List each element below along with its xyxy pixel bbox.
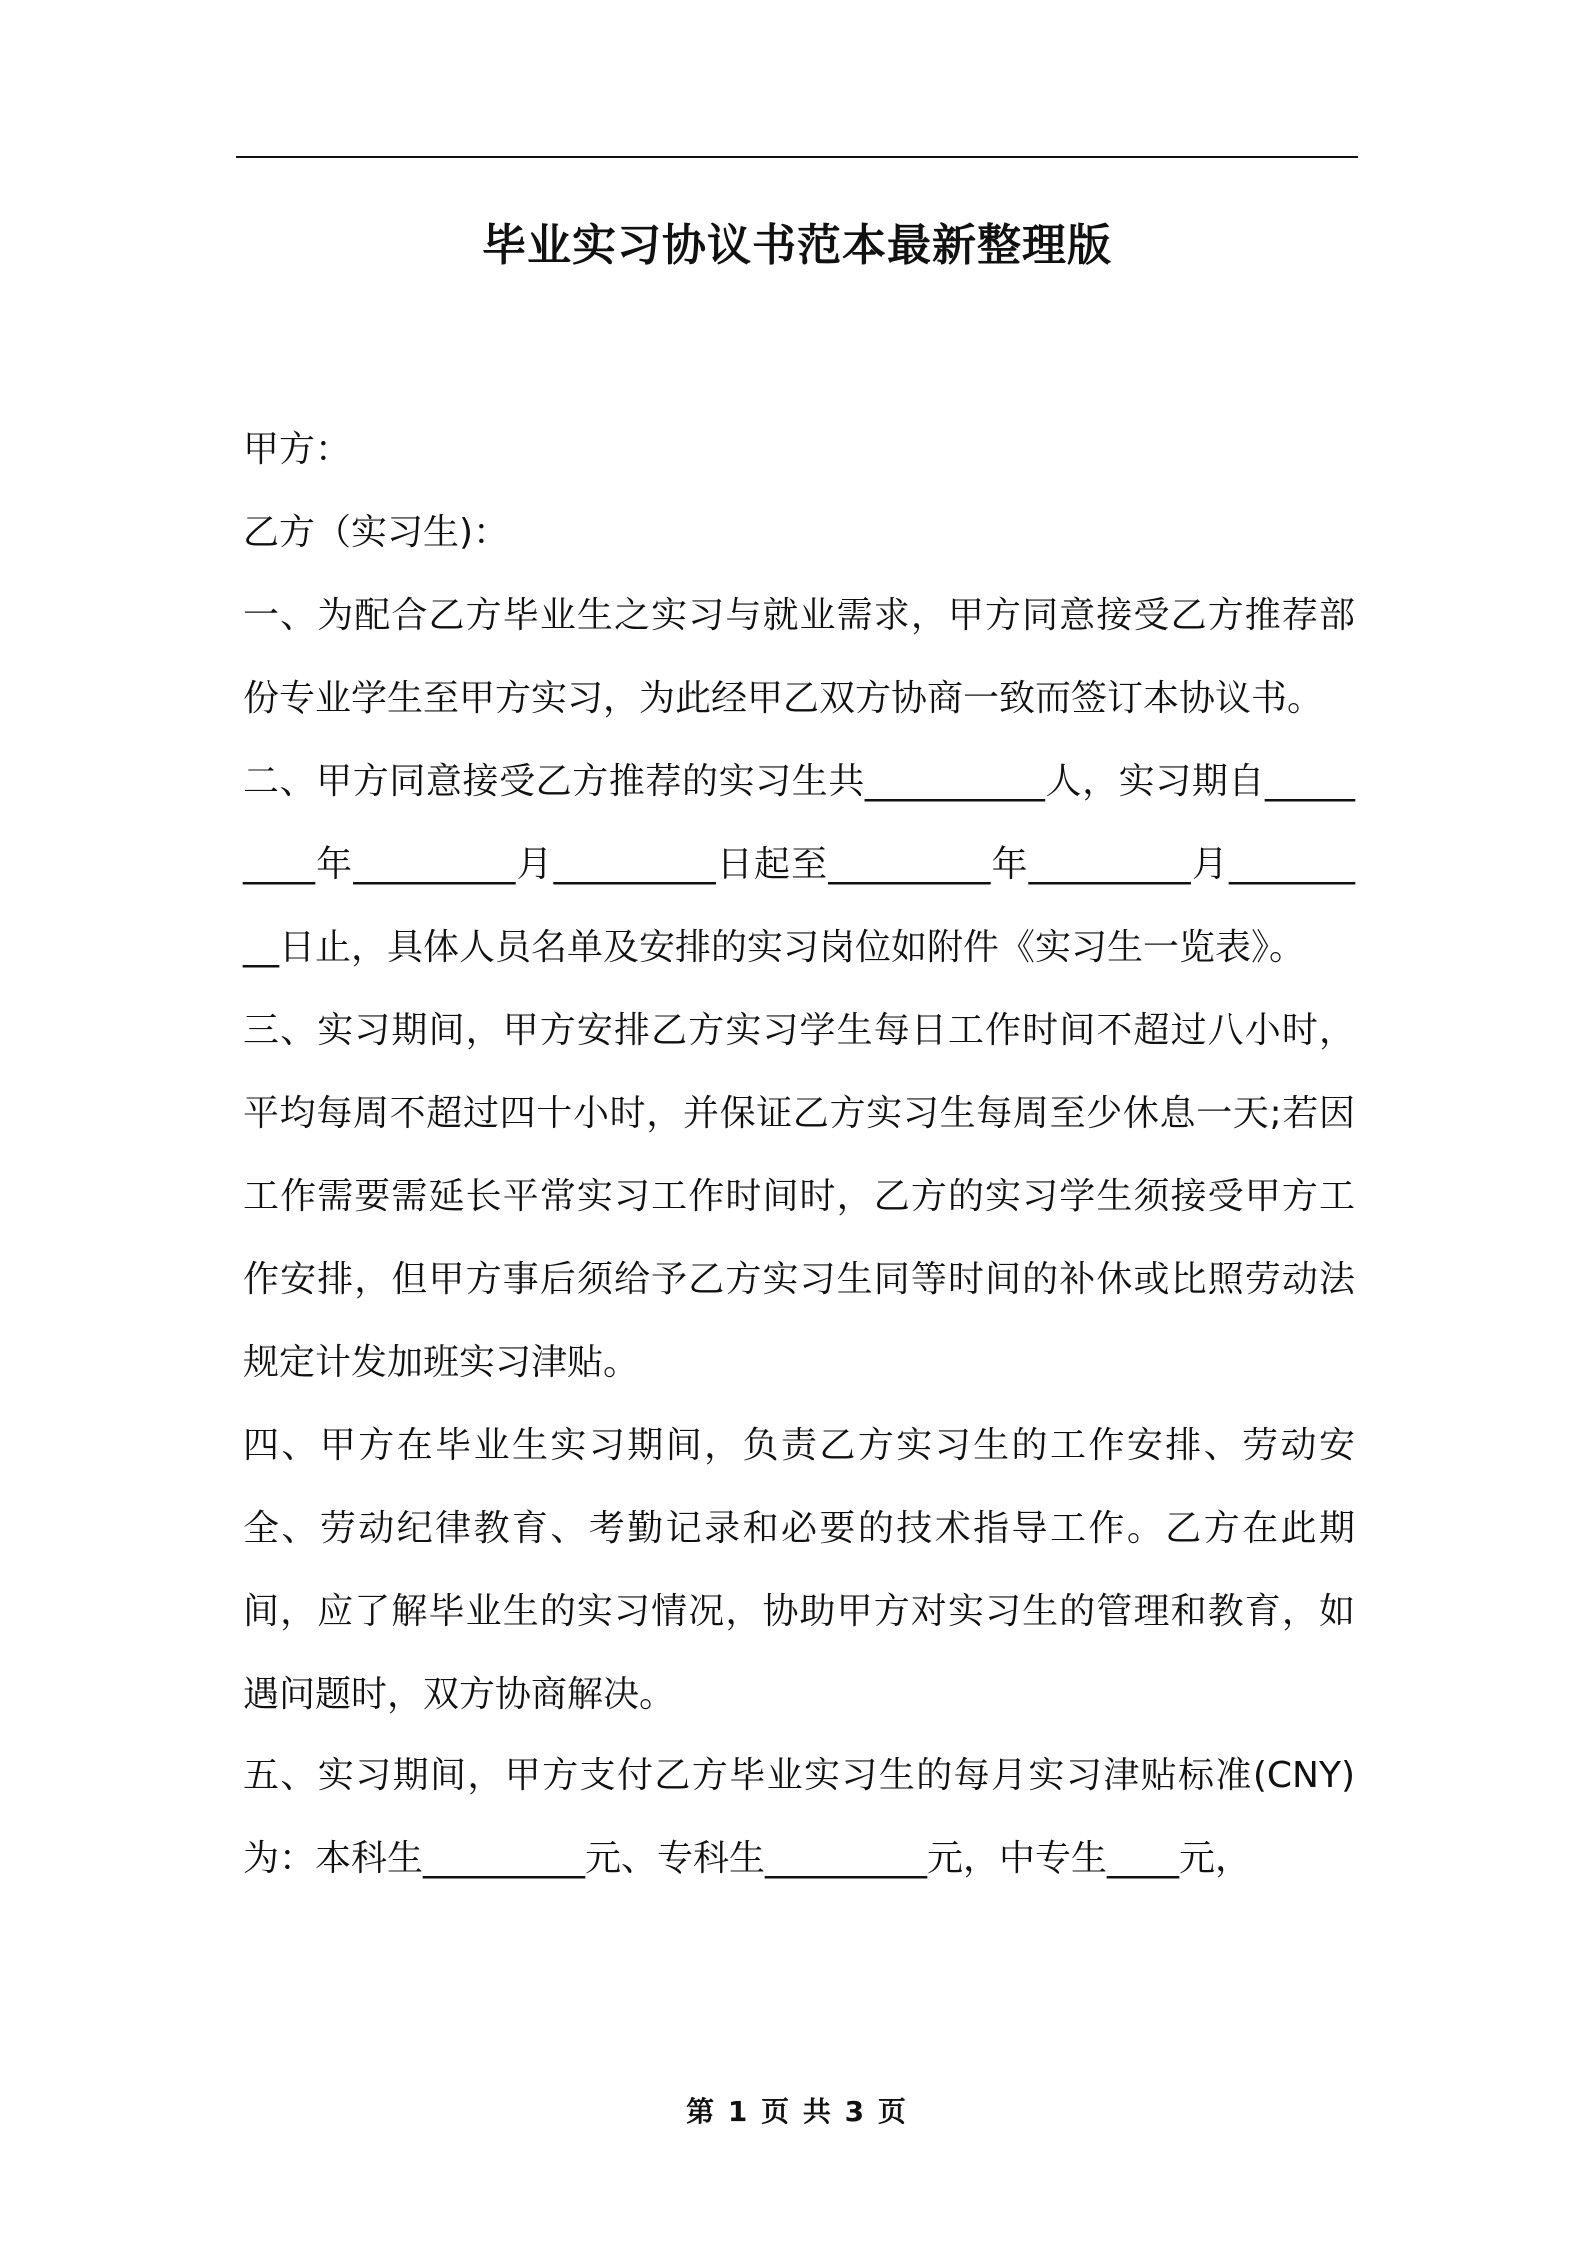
clause-3: 三、实习期间，甲方安排乙方实习学生每日工作时间不超过八小时，平均每周不超过四十小时，并保证乙方实习生每周至少休息一天;若因工作需要需延长平常实习工作时间时，乙方的实习学生须接受甲方工作安排，但甲方事后须给予乙方实习生同等时间的补休或比照劳动法规定计发加班实习津贴。 bbox=[243, 1010, 1355, 1383]
clause-2: 二、甲方同意接受乙方推荐的实习生共__________人，实习期自_________年_________月_________日起至_________年_________月_________日止，具体人员名单及安排的实习岗位如附件《实习生一览表》。 bbox=[243, 761, 1355, 968]
party-a-line: 甲方： bbox=[243, 429, 352, 470]
header-rule bbox=[236, 156, 1358, 158]
clause-5: 五、实习期间，甲方支付乙方毕业实习生的每月实习津贴标准(CNY)为：本科生_________元、专科生_________元，中专生____元， bbox=[243, 1755, 1355, 1879]
document-title: 毕业实习协议书范本最新整理版 bbox=[482, 220, 1112, 271]
clause-1: 一、为配合乙方毕业生之实习与就业需求，甲方同意接受乙方推荐部份专业学生至甲方实习，为此经甲乙双方协商一致而签订本协议书。 bbox=[243, 595, 1355, 719]
page-footer: 第 1 页 共 3 页 bbox=[686, 2095, 908, 2128]
document-body bbox=[243, 408, 1355, 1900]
party-b-line: 乙方（实习生)： bbox=[243, 512, 510, 553]
clause-4: 四、甲方在毕业生实习期间，负责乙方实习生的工作安排、劳动安全、劳动纪律教育、考勤记录和必要的技术指导工作。乙方在此期间，应了解毕业生的实习情况，协助甲方对实习生的管理和教育，如遇问题时，双方协商解决。 bbox=[243, 1425, 1355, 1715]
